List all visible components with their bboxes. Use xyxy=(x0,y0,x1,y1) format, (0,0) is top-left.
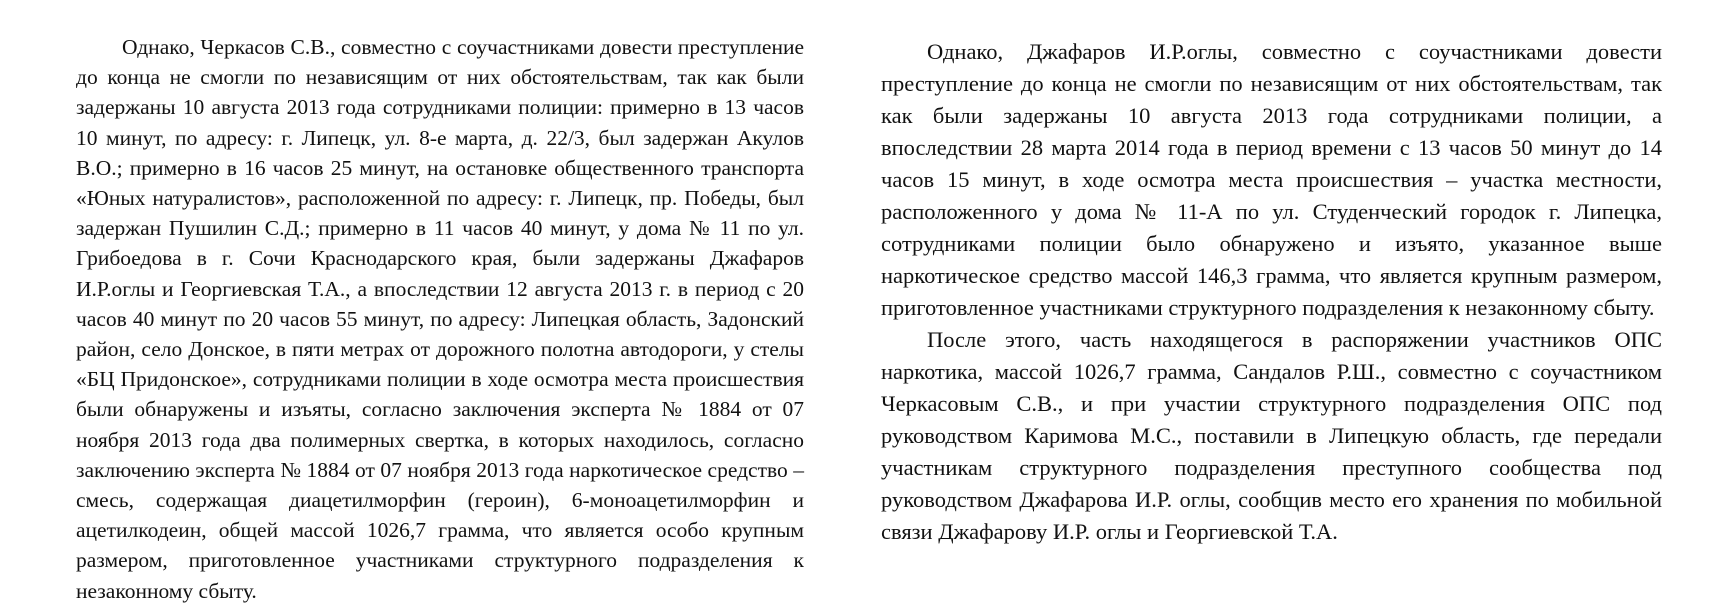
left-text-column xyxy=(76,32,804,606)
right-paragraph-2: После этого, часть находящегося в распоряжении участников ОПС наркотика, массой 1026,7 грамма, Сандалов Р.Ш., совместно с соучастником Черкасовым С.В., и при участии структурного подразделения ОПС под руководством Каримова М.С., поставили в Липецкую область, где передали участникам структурного подразделения преступного сообщества под руководством Джафарова И.Р. оглы, сообщив место его хранения по мобильной связи Джафарову И.Р. оглы и Георгиевской Т.А. xyxy=(881,327,1662,544)
right-paragraph-1: Однако, Джафаров И.Р.оглы, совместно с соучастниками довести преступление до конца не смогли по независящим от них обстоятельствам, так как были задержаны 10 августа 2013 года сотрудниками полиции, а впоследствии 28 марта 2014 года в период времени с 13 часов 50 минут до 14 часов 15 минут, в ходе осмотра места происшествия – участка местности, расположенного у дома № 11-А по ул. Студенческий городок г. Липецка, сотрудниками полиции было обнаружено и изъято, указанное выше наркотическое средство массой 146,3 грамма, что является крупным размером, приготовленное участниками структурного подразделения к незаконному сбыту. xyxy=(881,39,1662,320)
left-paragraph-1: Однако, Черкасов С.В., совместно с соучастниками довести преступление до конца не смогли по независящим от них обстоятельствам, так как были задержаны 10 августа 2013 года сотрудниками полиции: примерно в 13 часов 10 минут, по адресу: г. Липецк, ул. 8-е марта, д. 22/3, был задержан Акулов В.О.; примерно в 16 часов 25 минут, на остановке общественного транспорта «Юных натуралистов», расположенной по адресу: г. Липецк, пр. Победы, был задержан Пушилин С.Д.; примерно в 11 часов 40 минут, у дома № 11 по ул. Грибоедова в г. Сочи Краснодарского края, были задержаны Джафаров И.Р.оглы и Георгиевская Т.А., а впоследствии 12 августа 2013 г. в период с 20 часов 40 минут по 20 часов 55 минут, по адресу: Липецкая область, Задонский район, село Донское, в пяти метрах от дорожного полотна автодороги, у стелы «БЦ Придонское», сотрудниками полиции в ходе осмотра места происшествия были обнаружены и изъяты, согласно заключения эксперта № 1884 от 07 ноября 2013 года два полимерных свертка, в которых находилось, согласно заключению эксперта № 1884 от 07 ноября 2013 года наркотическое средство – смесь, содержащая диацетилморфин (героин), 6-моноацетилморфин и ацетилкодеин, общей массой 1026,7 грамма, что является особо крупным размером, приготовленное участниками структурного подразделения к незаконному сбыту. xyxy=(76,35,804,603)
right-text-column xyxy=(881,36,1662,548)
